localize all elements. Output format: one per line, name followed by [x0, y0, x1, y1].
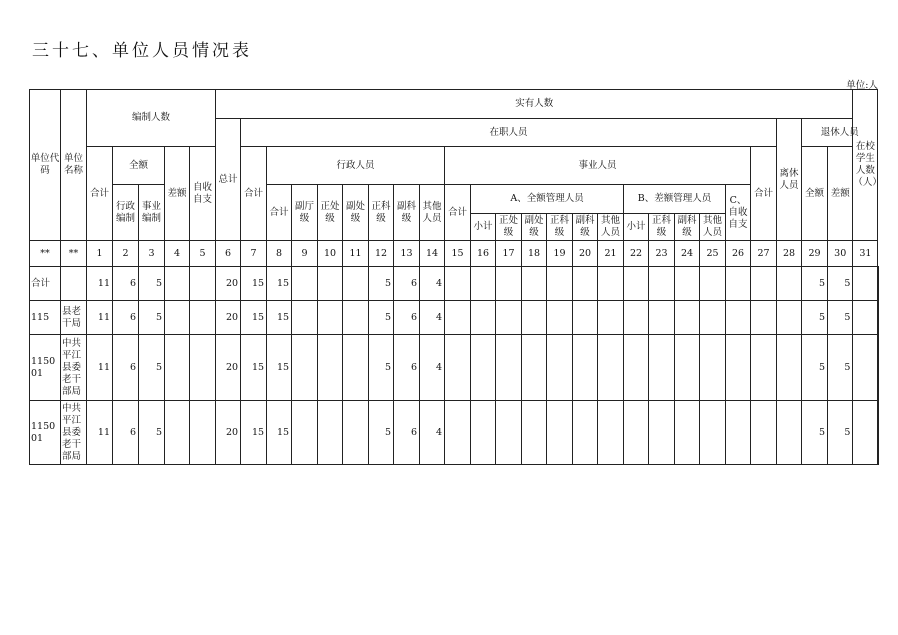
value-cell: 20 — [216, 401, 241, 465]
column-index-cell: 29 — [802, 241, 828, 267]
value-cell — [165, 301, 190, 335]
header-unit-name: 单位名称 — [61, 90, 87, 241]
value-cell: 20 — [216, 267, 241, 301]
value-cell: 11 — [87, 267, 113, 301]
value-cell — [700, 301, 726, 335]
column-index-cell: 1 — [87, 241, 113, 267]
value-cell: 6 — [113, 301, 139, 335]
value-cell — [598, 301, 624, 335]
page-title: 三十七、单位人员情况表 — [32, 41, 252, 61]
column-index-cell: 30 — [828, 241, 853, 267]
header-xingzheng-renyuan: 行政人员 — [267, 147, 445, 185]
value-cell: 5 — [802, 401, 828, 465]
value-cell — [165, 335, 190, 401]
value-cell — [343, 401, 369, 465]
value-cell — [190, 301, 216, 335]
value-cell — [292, 267, 318, 301]
value-cell — [318, 401, 343, 465]
column-index-cell: 3 — [139, 241, 165, 267]
value-cell — [496, 301, 522, 335]
unit-name-cell: 中共平江县委老干部局 — [61, 335, 87, 401]
value-cell — [624, 301, 649, 335]
value-cell — [292, 335, 318, 401]
value-cell: 6 — [113, 267, 139, 301]
value-cell — [675, 267, 700, 301]
personnel-table — [29, 89, 882, 465]
column-index-cell: 16 — [471, 241, 496, 267]
value-cell: 6 — [394, 401, 420, 465]
value-cell: 6 — [394, 267, 420, 301]
header-bianzhi: 编制人数 — [87, 90, 216, 147]
value-cell: 15 — [241, 267, 267, 301]
column-index-cell: 20 — [573, 241, 598, 267]
header-shiye-renyuan: 事业人员 — [445, 147, 751, 185]
value-cell: 15 — [267, 401, 292, 465]
value-cell: 11 — [87, 401, 113, 465]
header-unit-code: 单位代码 — [30, 90, 61, 241]
value-cell — [292, 401, 318, 465]
value-cell: 5 — [828, 267, 853, 301]
value-cell: 11 — [87, 335, 113, 401]
column-index-cell: 2 — [113, 241, 139, 267]
header-a-quane: A、全额管理人员 — [471, 185, 624, 214]
value-cell — [675, 301, 700, 335]
value-cell — [649, 301, 675, 335]
value-cell: 15 — [241, 301, 267, 335]
value-cell: 5 — [802, 301, 828, 335]
value-cell: 5 — [139, 401, 165, 465]
header-b-qita: 其他人员 — [700, 214, 726, 241]
column-index-cell: 12 — [369, 241, 394, 267]
value-cell — [853, 301, 878, 335]
value-cell — [573, 301, 598, 335]
header-tuixiu-quane: 全额 — [802, 147, 828, 241]
value-cell: 5 — [802, 335, 828, 401]
value-cell — [471, 401, 496, 465]
value-cell — [624, 267, 649, 301]
unit-name-cell: 中共平江县委老干部局 — [61, 401, 87, 465]
value-cell: 5 — [139, 335, 165, 401]
column-index-cell: 6 — [216, 241, 241, 267]
column-index-cell: ** — [30, 241, 61, 267]
header-tuixiu: 退休人员 — [802, 119, 878, 147]
value-cell — [878, 401, 879, 465]
value-cell — [751, 301, 777, 335]
value-cell: 15 — [267, 301, 292, 335]
value-cell: 5 — [139, 267, 165, 301]
value-cell — [878, 335, 879, 401]
value-cell — [318, 267, 343, 301]
value-cell: 6 — [394, 301, 420, 335]
header-b-fuke: 副科级 — [675, 214, 700, 241]
value-cell — [700, 401, 726, 465]
column-index-cell: 31 — [853, 241, 878, 267]
unit-name-cell: 县老干局 — [61, 301, 87, 335]
value-cell — [318, 301, 343, 335]
table-row — [30, 267, 879, 301]
value-cell — [343, 267, 369, 301]
value-cell — [598, 335, 624, 401]
header-a-xiaoji: 小计 — [471, 214, 496, 241]
value-cell: 15 — [241, 335, 267, 401]
unit-name-cell — [61, 267, 87, 301]
value-cell — [445, 401, 471, 465]
value-cell: 15 — [267, 335, 292, 401]
column-index-cell: 8 — [267, 241, 292, 267]
value-cell — [624, 335, 649, 401]
value-cell — [598, 267, 624, 301]
header-xingzheng-heji: 合计 — [267, 185, 292, 241]
value-cell — [445, 335, 471, 401]
value-cell: 6 — [113, 335, 139, 401]
column-index-cell: 11 — [343, 241, 369, 267]
value-cell — [547, 267, 573, 301]
header-zongji: 总计 — [216, 119, 241, 241]
unit-label: 单位:人 — [846, 80, 878, 91]
header-zaizhi: 在职人员 — [241, 119, 777, 147]
value-cell: 5 — [369, 401, 394, 465]
header-a-fuke: 副科级 — [573, 214, 598, 241]
value-cell — [190, 335, 216, 401]
column-index-cell: 19 — [547, 241, 573, 267]
header-xz-qita: 其他人员 — [420, 185, 445, 241]
value-cell — [649, 401, 675, 465]
column-index-cell: 13 — [394, 241, 420, 267]
value-cell — [573, 401, 598, 465]
value-cell: 4 — [420, 301, 445, 335]
column-index-cell: 4 — [165, 241, 190, 267]
column-index-cell: 28 — [777, 241, 802, 267]
header-shiyou: 实有人数 — [216, 90, 853, 119]
column-index-cell: 24 — [675, 241, 700, 267]
header-shiye-bianzhi: 事业编制 — [139, 185, 165, 241]
value-cell — [751, 401, 777, 465]
value-cell: 5 — [369, 267, 394, 301]
value-cell: 20 — [216, 335, 241, 401]
column-index-cell: 9 — [292, 241, 318, 267]
value-cell: 5 — [369, 301, 394, 335]
header-xingzheng-bianzhi: 行政编制 — [113, 185, 139, 241]
header-a-zhengke: 正科级 — [547, 214, 573, 241]
column-index-cell: 7 — [241, 241, 267, 267]
column-index-cell: 23 — [649, 241, 675, 267]
table-header — [30, 90, 882, 267]
header-b-chae: B、差额管理人员 — [624, 185, 726, 214]
value-cell: 6 — [394, 335, 420, 401]
value-cell — [878, 267, 879, 301]
value-cell — [522, 267, 547, 301]
value-cell: 11 — [87, 301, 113, 335]
value-cell — [675, 335, 700, 401]
index-row — [30, 241, 879, 267]
header-a-zhengchu: 正处级 — [496, 214, 522, 241]
value-cell — [318, 335, 343, 401]
value-cell — [522, 301, 547, 335]
value-cell — [522, 401, 547, 465]
value-cell — [573, 267, 598, 301]
value-cell: 5 — [802, 267, 828, 301]
header-bianzhi-heji: 合计 — [87, 147, 113, 241]
value-cell — [751, 335, 777, 401]
value-cell: 15 — [267, 267, 292, 301]
header-zaixiao: 在校学生人数（人） — [853, 90, 878, 241]
header-futing: 副厅级 — [292, 185, 318, 241]
unit-code-cell: 115 — [30, 301, 61, 335]
value-cell — [726, 301, 751, 335]
value-cell: 6 — [113, 401, 139, 465]
value-cell — [598, 401, 624, 465]
value-cell — [624, 401, 649, 465]
column-index-cell: 25 — [700, 241, 726, 267]
table-body — [30, 267, 879, 465]
value-cell — [675, 401, 700, 465]
value-cell — [777, 267, 802, 301]
value-cell — [547, 401, 573, 465]
value-cell — [343, 301, 369, 335]
value-cell — [343, 335, 369, 401]
value-cell — [547, 335, 573, 401]
header-xz-zhengchu: 正处级 — [318, 185, 343, 241]
header-quane: 全额 — [113, 147, 165, 185]
value-cell — [777, 401, 802, 465]
column-index-cell: 14 — [420, 241, 445, 267]
header-chae: 差额 — [165, 147, 190, 241]
header-lixiu: 离休人员 — [777, 119, 802, 241]
value-cell — [853, 267, 878, 301]
value-cell — [751, 267, 777, 301]
table-row — [30, 401, 879, 465]
value-cell — [471, 267, 496, 301]
header-a-fuchu: 副处级 — [522, 214, 547, 241]
header-c-zishou: C、自收自支 — [726, 185, 751, 241]
header-xz-zhengke: 正科级 — [369, 185, 394, 241]
column-index-cell: ** — [61, 241, 87, 267]
column-index-cell: 15 — [445, 241, 471, 267]
value-cell: 4 — [420, 267, 445, 301]
header-tuixiu-chae: 差额 — [828, 147, 853, 241]
table-row — [30, 301, 879, 335]
value-cell: 5 — [369, 335, 394, 401]
value-cell: 20 — [216, 301, 241, 335]
column-index-cell: 18 — [522, 241, 547, 267]
value-cell: 15 — [241, 401, 267, 465]
value-cell — [445, 267, 471, 301]
header-shiye-heji: 合计 — [445, 185, 471, 241]
value-cell — [165, 267, 190, 301]
header-xz-fuchu: 副处级 — [343, 185, 369, 241]
unit-code-cell: 115001 — [30, 335, 61, 401]
value-cell — [547, 301, 573, 335]
value-cell — [726, 267, 751, 301]
value-cell: 4 — [420, 335, 445, 401]
unit-code-cell: 115001 — [30, 401, 61, 465]
header-b-zhengke: 正科级 — [649, 214, 675, 241]
value-cell — [878, 301, 879, 335]
value-cell — [190, 401, 216, 465]
value-cell — [471, 335, 496, 401]
table-row — [30, 335, 879, 401]
column-index-cell: 21 — [598, 241, 624, 267]
value-cell: 5 — [139, 301, 165, 335]
value-cell — [649, 267, 675, 301]
value-cell — [853, 401, 878, 465]
value-cell: 4 — [420, 401, 445, 465]
value-cell — [496, 401, 522, 465]
value-cell — [649, 335, 675, 401]
column-index-cell: 10 — [318, 241, 343, 267]
value-cell — [496, 267, 522, 301]
column-index-cell: 17 — [496, 241, 522, 267]
value-cell — [190, 267, 216, 301]
value-cell: 5 — [828, 301, 853, 335]
value-cell — [471, 301, 496, 335]
value-cell: 5 — [828, 335, 853, 401]
value-cell — [522, 335, 547, 401]
unit-code-cell: 合计 — [30, 267, 61, 301]
value-cell — [292, 301, 318, 335]
column-index-cell: 22 — [624, 241, 649, 267]
value-cell — [726, 401, 751, 465]
value-cell — [777, 301, 802, 335]
column-index-cell: 26 — [726, 241, 751, 267]
value-cell — [445, 301, 471, 335]
header-a-qita: 其他人员 — [598, 214, 624, 241]
header-b-xiaoji: 小计 — [624, 214, 649, 241]
column-index-cell: 27 — [751, 241, 777, 267]
value-cell — [777, 335, 802, 401]
value-cell — [573, 335, 598, 401]
header-zaizhi-heji: 合计 — [241, 147, 267, 241]
value-cell — [700, 267, 726, 301]
value-cell — [853, 335, 878, 401]
value-cell — [496, 335, 522, 401]
header-xz-fuke: 副科级 — [394, 185, 420, 241]
header-tuixiu-heji: 合计 — [751, 147, 777, 241]
value-cell: 5 — [828, 401, 853, 465]
value-cell — [165, 401, 190, 465]
value-cell — [726, 335, 751, 401]
header-zishou: 自收自支 — [190, 147, 216, 241]
column-index-cell: 5 — [190, 241, 216, 267]
value-cell — [700, 335, 726, 401]
